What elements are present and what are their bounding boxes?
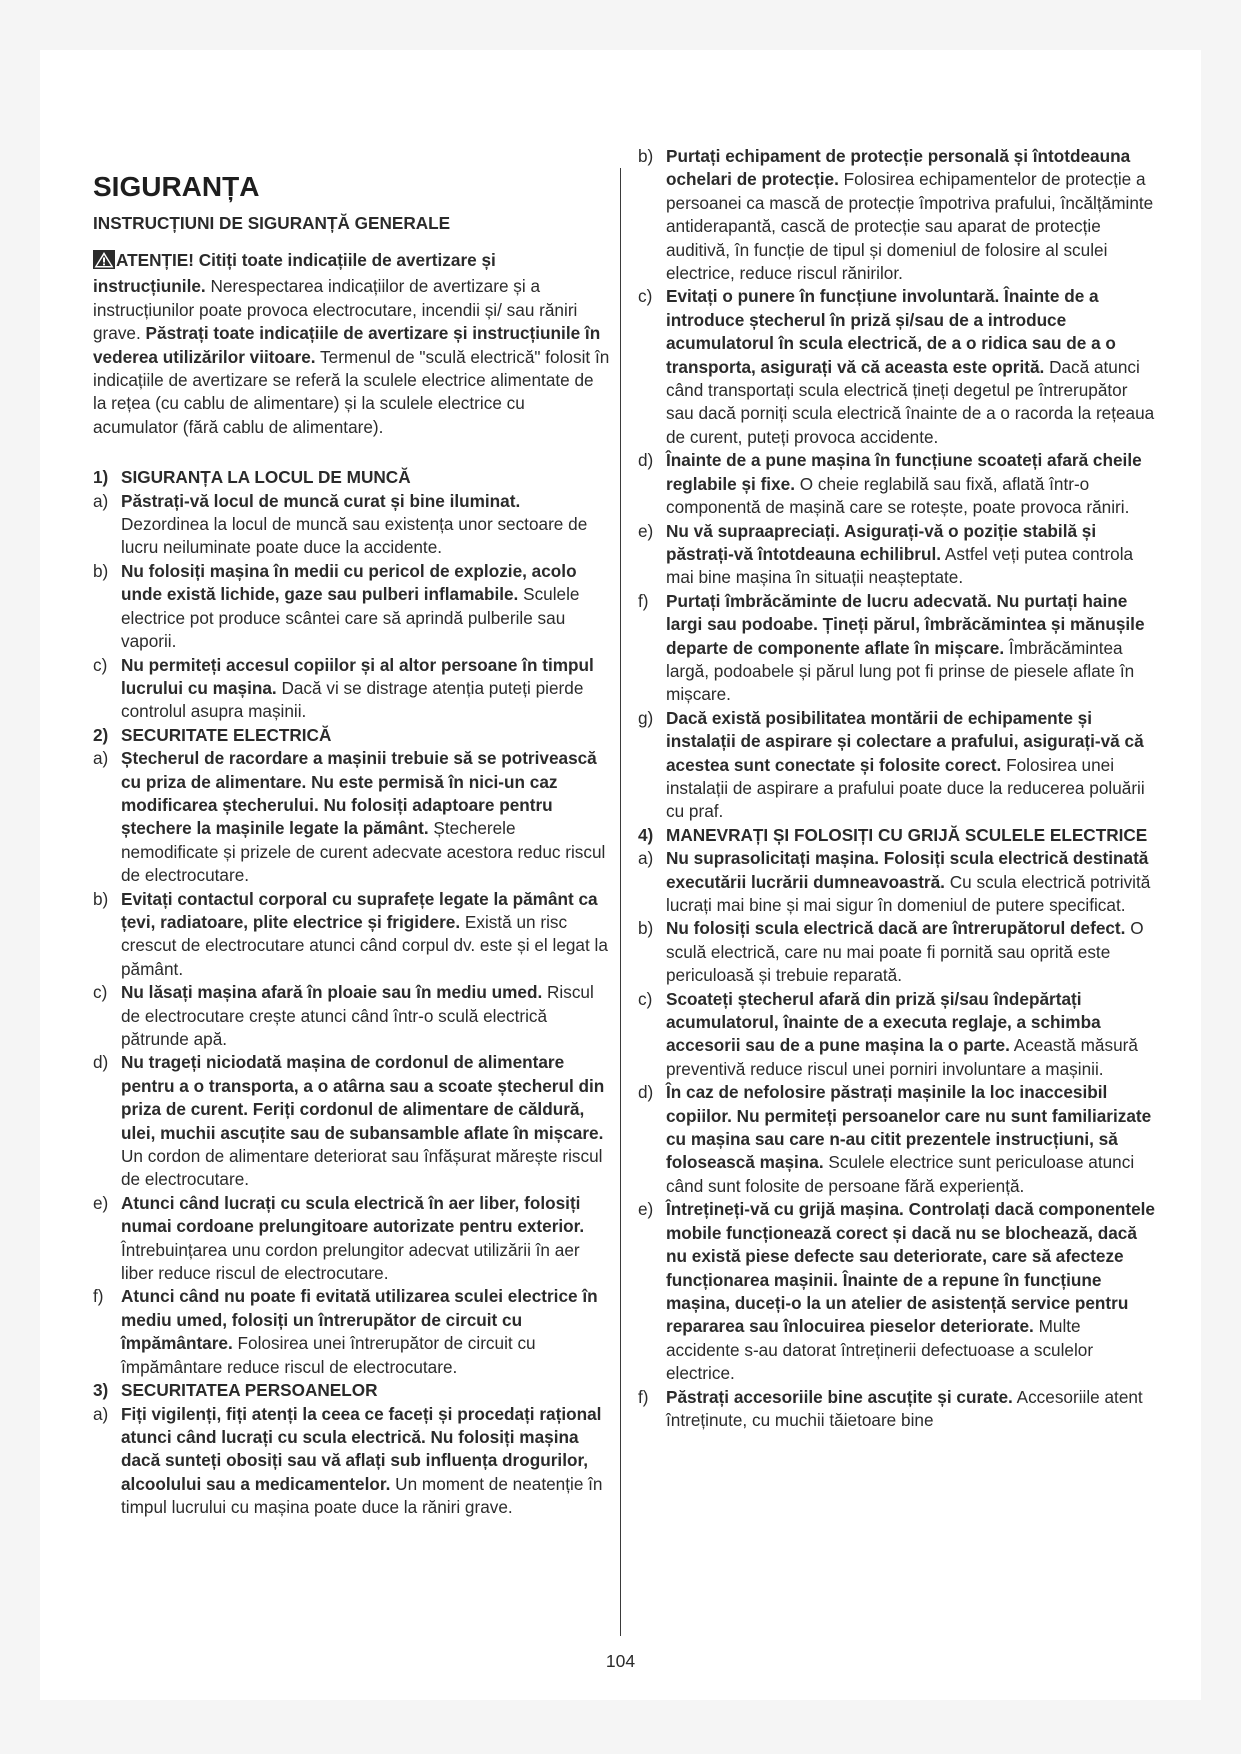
- item-text: Cu scula electrică potrivită lucrați mai bine și mai sigur în domeniul de putere specificat.: [666, 871, 1151, 915]
- item-bold-text: Atunci când lucrați cu scula electrică în aer liber, folosiți numai cordoane prelungitoare autorizate pentru exterior.: [121, 1192, 585, 1237]
- warning-icon: [93, 250, 115, 275]
- item-letter: b): [93, 560, 109, 581]
- section-title: SECURITATE ELECTRICĂ: [121, 724, 332, 745]
- item-letter: e): [638, 520, 654, 541]
- item-bold-text: Atunci când nu poate fi evitată utilizarea sculei electrice în mediu umed, folosiți un întrerupător de circuit cu împământare.: [121, 1286, 598, 1354]
- item-text: Astfel veți putea controla mai bine mașina în situații neașteptate.: [666, 543, 1134, 588]
- item-bold-text: Păstrați accesoriile bine ascuțite și curate.: [666, 1386, 1013, 1407]
- item-bold-text: Păstrați-vă locul de muncă curat și bine iluminat.: [121, 490, 521, 511]
- item-text: Dacă vi se distrage atenția puteți pierde controlul asupra mașinii.: [121, 677, 584, 722]
- list-item: [93, 654, 611, 724]
- section-number: 2): [93, 724, 109, 745]
- item-text: Un moment de neatenție în timpul lucrului cu mașina poate duce la răniri grave.: [121, 1473, 603, 1518]
- section-title: MANEVRAȚI ȘI FOLOSIȚI CU GRIJĂ SCULELE ELECTRICE: [666, 824, 1148, 845]
- item-text: Îmbrăcămintea largă, podoabele și părul lung pot fi prinse de piesele aflate în mișcare.: [666, 637, 1135, 705]
- item-body: [121, 747, 611, 887]
- list-item: [93, 1285, 611, 1379]
- list-item: [93, 560, 611, 654]
- item-letter: c): [93, 654, 108, 675]
- section-number: 1): [93, 467, 109, 488]
- intro-text-2: Termenul de "sculă electrică" folosit în indicațiile de avertizare se referă la sculele electrice alimentate de la rețea (cu cablu de alimentare) și la sculele electrice cu acumulator (fără cablu de alimentare).: [93, 346, 610, 437]
- item-letter: d): [93, 1052, 109, 1073]
- item-body: [121, 654, 611, 724]
- item-bold-text: Nu lăsați mașina afară în ploaie sau în mediu umed.: [121, 982, 543, 1003]
- item-letter: d): [638, 1082, 654, 1103]
- item-letter: b): [638, 918, 654, 939]
- list-item: [638, 847, 1158, 917]
- item-bold-text: În caz de nefolosire păstrați mașinile la loc inaccesibil copiilor. Nu permiteți persoanelor care nu sunt familiarizate cu mașina sau care n-au citit prezentele instrucțiuni, să folosească mașina.: [666, 1082, 1152, 1173]
- list-item: [638, 449, 1158, 519]
- item-letter: c): [93, 982, 108, 1003]
- item-body: [666, 1386, 1158, 1433]
- item-body: [121, 1192, 611, 1286]
- item-letter: a): [93, 748, 109, 769]
- item-letter: c): [638, 286, 653, 307]
- item-text: Ștecherele nemodificate și prizele de curent adecvate acestora reduc riscul de electrocutare.: [121, 818, 606, 886]
- item-body: [121, 888, 611, 982]
- section-title: SECURITATEA PERSOANELOR: [121, 1380, 378, 1401]
- item-letter: g): [638, 707, 654, 728]
- item-text: Există un risc crescut de electrocutare atunci când corpul dv. este și el legat la pământ.: [121, 911, 608, 979]
- item-body: [666, 590, 1158, 707]
- list-item: [638, 285, 1158, 449]
- item-text: Sculele electrice pot produce scântei care să aprindă pulberile sau vaporii.: [121, 584, 580, 652]
- section-heading: [93, 466, 611, 489]
- item-body: [121, 1285, 611, 1379]
- list-item: [638, 1198, 1158, 1385]
- intro-text-1: Nerespectarea indicațiilor de avertizare și a instrucțiunilor poate provoca electrocutare, incendii și/ sau răniri grave.: [93, 276, 578, 344]
- item-bold-text: Nu folosiți scula electrică dacă are întrerupătorul defect.: [666, 918, 1126, 939]
- item-text: Întrebuințarea unu cordon prelungitor adecvat utilizării în aer liber reduce riscul de electrocutare.: [121, 1239, 580, 1284]
- item-body: [666, 1198, 1158, 1385]
- item-body: [666, 707, 1158, 824]
- item-body: [666, 1081, 1158, 1198]
- item-body: [666, 449, 1158, 519]
- section-heading: [93, 724, 611, 747]
- item-body: [121, 560, 611, 654]
- item-letter: c): [638, 988, 653, 1009]
- item-bold-text: Purtați echipament de protecție personală și întotdeauna ochelari de protecție.: [666, 146, 1131, 190]
- item-letter: e): [93, 1192, 109, 1213]
- page-number: 104: [605, 1651, 636, 1671]
- item-text: Folosirea echipamentelor de protecție a persoanei ca mască de protecție împotriva prafului, încălțăminte antiderapantă, cască de protecție sau aparat de protecție auditivă, în funcție de tipul și domeniul de folosire al sculei electrice, reduce riscul rănirilor.: [666, 169, 1154, 284]
- left-sections: [93, 466, 611, 1519]
- list-item: [638, 917, 1158, 987]
- list-item: [638, 1386, 1158, 1433]
- item-body: [121, 1051, 611, 1191]
- item-text: O cheie reglabilă sau fixă, aflată într-o componentă de mașină care se rotește, poate provoca răniri.: [666, 473, 1130, 518]
- item-text: Un cordon de alimentare deteriorat sau înfășurat mărește riscul de electrocutare.: [121, 1146, 603, 1190]
- intro-bold-1: ATENȚIE! Citiți toate indicațiile de avertizare și instrucțiunile.: [93, 250, 496, 297]
- item-bold-text: Întrețineți-vă cu grijă mașina. Controlați dacă componentele mobile funcționează corect și dacă nu se blochează, dacă nu există piese defecte sau deteriorate, care să afecteze funcționarea mașinii. Înainte de a repune în funcțiune mașina, duceți-o la un atelier de asistență service pentru repararea sau înlocuirea pieselor deteriorate.: [666, 1199, 1155, 1337]
- intro-paragraph: [93, 249, 611, 439]
- section-title: SIGURANȚA LA LOCUL DE MUNCĂ: [121, 467, 411, 488]
- intro-bold-2: Păstrați toate indicațiile de avertizare și instrucțiunile în vederea utilizărilor viitoare.: [93, 323, 601, 367]
- section-number: 3): [93, 1380, 109, 1401]
- item-bold-text: Nu trageți niciodată mașina de cordonul de alimentare pentru a o transporta, a o atârna sau a scoate ștecherul din priza de curent. Feriți cordonul de alimentare de căldură, ulei, muchii ascuțite sau de subansamble aflate în mișcare.: [121, 1052, 605, 1143]
- item-body: [121, 1403, 611, 1520]
- list-item: [638, 590, 1158, 707]
- item-body: [666, 988, 1158, 1082]
- item-body: [666, 520, 1158, 590]
- item-text: Riscul de electrocutare crește atunci când într-o sculă electrică pătrunde apă.: [121, 982, 594, 1049]
- item-letter: e): [638, 1199, 654, 1220]
- item-body: [666, 145, 1158, 285]
- item-letter: a): [638, 848, 654, 869]
- list-item: [638, 145, 1158, 285]
- item-bold-text: Nu suprasolicitați mașina. Folosiți scula electrică destinată executării lucrării dumneavoastră.: [666, 848, 1149, 892]
- item-text: Sculele electrice sunt periculoase atunci când sunt folosite de persoane fără experiență.: [666, 1152, 1135, 1196]
- page-subtitle: INSTRUCȚIUNI DE SIGURANȚĂ GENERALE: [93, 213, 451, 233]
- item-letter: d): [638, 450, 654, 471]
- right-column: [638, 145, 1158, 1432]
- item-bold-text: Nu permiteți accesul copiilor și al altor persoane în timpul lucrului cu mașina.: [121, 654, 594, 698]
- list-item: [638, 988, 1158, 1082]
- item-body: [666, 917, 1158, 987]
- item-body: [666, 847, 1158, 917]
- item-bold-text: Scoateți ștecherul afară din priză și/sau îndepărtați acumulatorul, înainte de a executa reglaje, a schimba accesorii sau de a pune mașina la o parte.: [666, 988, 1101, 1056]
- item-bold-text: Ștecherul de racordare a mașinii trebuie să se potrivească cu priza de alimentare. Nu este permisă în nici-un caz modificarea ștecherului. Nu folosiți adaptoare pentru ștechere la mașinile legate la pământ.: [121, 748, 597, 839]
- item-bold-text: Evitați o punere în funcțiune involuntară. Înainte de a introduce ștecherul în priză și/sau de a introduce acumulatorul în scula electrică, de a o ridica sau de a o transporta, asigurați vă că aceasta este oprită.: [666, 286, 1116, 377]
- item-letter: b): [638, 146, 654, 166]
- item-body: [666, 285, 1158, 449]
- item-text: Folosirea unei întrerupător de circuit cu împământare reduce riscul de electrocutare.: [121, 1333, 536, 1377]
- section-heading: [638, 824, 1158, 847]
- item-bold-text: Purtați îmbrăcăminte de lucru adecvată. Nu purtați haine largi sau podoabe. Țineți părul, îmbrăcămintea și mănușile departe de componente aflate în mișcare.: [666, 590, 1145, 658]
- item-letter: b): [93, 888, 109, 909]
- item-letter: a): [93, 490, 109, 511]
- left-column: [93, 170, 611, 1520]
- item-letter: f): [638, 1386, 649, 1407]
- column-divider: [620, 168, 621, 1636]
- item-text: Dacă atunci când transportați scula electrică țineți degetul pe întrerupător sau dacă porniți scula electrică înainte de a o racorda la rețeaua de curent, puteți provoca accidente.: [666, 356, 1155, 447]
- item-bold-text: Evitați contactul corporal cu suprafețe legate la pământ ca țevi, radiatoare, plite electrice și frigidere.: [121, 888, 598, 932]
- item-bold-text: Nu folosiți mașina în medii cu pericol de explozie, acolo unde există lichide, gaze sau pulberi inflamabile.: [121, 560, 577, 605]
- item-body: [121, 981, 611, 1051]
- list-item: [93, 888, 611, 982]
- item-bold-text: Înainte de a pune mașina în funcțiune scoateți afară cheile reglabile și fixe.: [666, 450, 1142, 494]
- list-item: [93, 981, 611, 1051]
- list-item: [638, 707, 1158, 824]
- list-item: [93, 747, 611, 887]
- item-text: Această măsură preventivă reduce riscul unei porniri involuntare a mașinii.: [666, 1035, 1138, 1079]
- list-item: [93, 490, 611, 560]
- item-text: Dezordinea la locul de muncă sau existența unor sectoare de lucru neiluminate poate duce la accidente.: [121, 514, 588, 558]
- item-text: O sculă electrică, care nu mai poate fi pornită sau oprită este periculoasă și trebuie reparată.: [666, 918, 1144, 986]
- item-letter: f): [93, 1286, 104, 1307]
- list-item: [93, 1403, 611, 1520]
- item-text: Folosirea unei instalații de aspirare a prafului poate duce la reducerea poluării cu praf.: [666, 754, 1145, 822]
- item-bold-text: Nu vă supraapreciați. Asigurați-vă o poziție stabilă și păstrați-vă întotdeauna echilibrul.: [666, 520, 1097, 564]
- section-heading: [93, 1379, 611, 1402]
- item-text: Accesoriile atent întreținute, cu muchii tăietoare bine: [666, 1386, 1143, 1430]
- list-item: [93, 1051, 611, 1191]
- list-item: [93, 1192, 611, 1286]
- item-bold-text: Fiți vigilenți, fiți atenți la ceea ce faceți și procedați rațional atunci când lucrați cu scula electrică. Nu folosiți mașina dacă sunteți obosiți sau vă aflați sub influența drogurilor, alcoolului sau a medicamentelor.: [121, 1403, 602, 1494]
- item-letter: a): [93, 1403, 109, 1424]
- item-letter: f): [638, 590, 649, 611]
- item-text: Multe accidente s-au datorat întreținerii defectuoase a sculelor electrice.: [666, 1316, 1094, 1384]
- item-bold-text: Dacă există posibilitatea montării de echipamente și instalații de aspirare și colectare a prafului, asigurați-vă că acestea sunt conectate și folosite corect.: [666, 707, 1144, 775]
- list-item: [638, 1081, 1158, 1198]
- page-title: SIGURANȚA: [93, 171, 260, 202]
- item-body: [121, 490, 611, 560]
- list-item: [638, 520, 1158, 590]
- section-number: 4): [638, 824, 654, 845]
